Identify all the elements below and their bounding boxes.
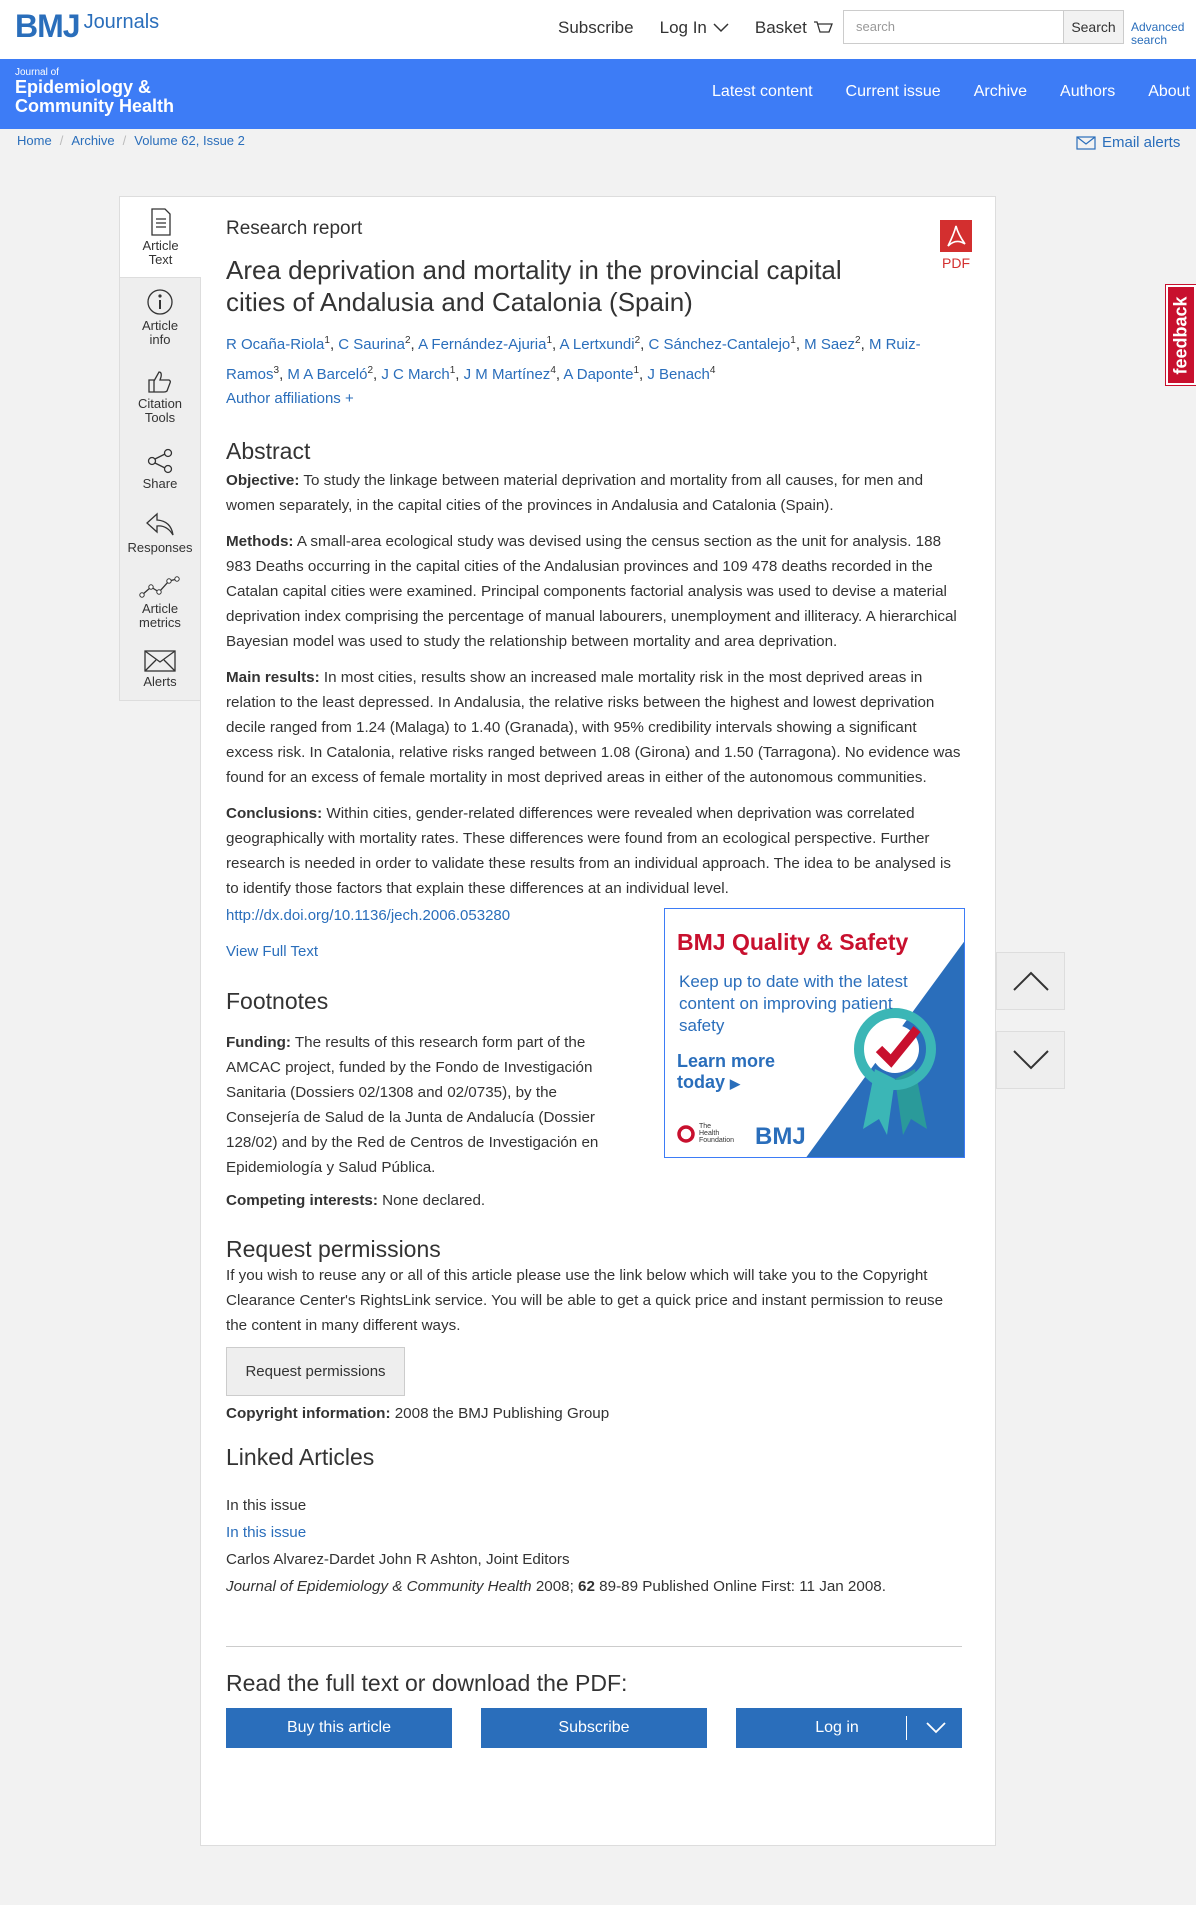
tab-label: Responses <box>127 539 193 555</box>
ad-title: BMJ Quality & Safety <box>677 929 909 955</box>
scroll-down-button[interactable] <box>996 1031 1065 1089</box>
search-input[interactable]: search <box>843 10 1064 44</box>
author-separator: , <box>455 366 464 383</box>
article-type: Research report <box>226 218 363 239</box>
abstract-results <box>226 665 962 790</box>
login-button-label: Log in <box>815 1719 859 1736</box>
results-label: Main results: <box>226 669 320 686</box>
journal-header <box>0 59 1196 129</box>
nav-latest-content[interactable]: Latest content <box>712 83 813 100</box>
basket-link[interactable] <box>755 18 833 38</box>
abstract-heading: Abstract <box>226 438 311 464</box>
tab-label: Text <box>148 251 173 267</box>
author-affiliation-number: 1 <box>790 335 796 346</box>
health-foundation-logo <box>677 1123 734 1144</box>
funding-label: Funding: <box>226 1034 291 1051</box>
login-label: Log In <box>659 18 707 37</box>
nav-authors[interactable]: Authors <box>1060 83 1116 100</box>
methods-label: Methods: <box>226 533 294 550</box>
author-separator: , <box>329 336 339 353</box>
copyright-label: Copyright information: <box>226 1405 391 1422</box>
author-link[interactable]: A Fernández-Ajuria <box>418 336 547 353</box>
author-link[interactable]: C Saurina <box>338 336 405 353</box>
permissions-text: If you wish to reuse any or all of this article please use the link below which will take you to the Copyright Clearance Center's RightsLink service. You will be able to get a quick price and instant permission to reuse the content in many different ways. <box>226 1267 944 1334</box>
permissions-heading: Request permissions <box>226 1236 441 1262</box>
author-separator: , <box>639 366 648 383</box>
author-link[interactable]: J M Martínez <box>463 366 551 383</box>
linked-journal: Journal of Epidemiology & Community Health <box>226 1578 532 1595</box>
envelope-icon <box>144 650 176 672</box>
nav-about[interactable]: About <box>1148 83 1190 100</box>
article-tabs <box>119 196 200 701</box>
buy-article-button[interactable]: Buy this article <box>226 1708 452 1748</box>
tab-share[interactable] <box>120 438 200 500</box>
tab-label: Tools <box>144 409 176 425</box>
author-link[interactable]: C Sánchez-Cantalejo <box>648 336 791 353</box>
results-text: In most cities, results show an increased male mortality risk in the most deprived areas in relation to the least depressed. In Andalusia, the relative risks between the highest and lowest deprivation decile ranged from 1.24 (Malaga) to 1.40 (Granada), with 95% credibility intervals showing a significant excess risk. In Catalonia, relative risks ranged between 1.08 (Girona) and 1.50 (Tarragona). No evidence was found for an excess of female mortality in most deprived areas in either of the autonomous communities. <box>226 669 961 786</box>
ad-bmj-logo: BMJ <box>755 1123 806 1150</box>
advanced-search-line1: Advanced <box>1131 20 1185 34</box>
email-alerts-label: Email alerts <box>1102 134 1181 151</box>
subscribe-button[interactable]: Subscribe <box>481 1708 707 1748</box>
conclusions-text: Within cities, gender-related differences were revealed when deprivation was correlated geographically with mortality rates. These differences were found from an ecological perspective. Further research is needed in order to validate these results from an individual approach. The idea to be analysed is to identify those factors that explain these differences at an individual level. <box>226 805 951 897</box>
journal-logo[interactable] <box>15 67 174 116</box>
logo-bmj: BMJ <box>15 8 80 44</box>
objective-text: To study the linkage between material deprivation and mortality from all causes, for men and women separately, in the capital cities of the provinces in Andalusia and Catalonia (Spain). <box>226 472 924 514</box>
hf-line1: The <box>699 1123 712 1130</box>
document-icon <box>150 208 172 236</box>
hf-line2: Health <box>699 1130 720 1137</box>
share-icon <box>146 448 174 474</box>
author-separator: , <box>552 336 560 353</box>
author-affiliation-number: 4 <box>550 365 556 376</box>
pdf-label: PDF <box>942 255 970 271</box>
author-link[interactable]: A Daponte <box>563 366 634 383</box>
top-nav <box>558 18 859 38</box>
ad-subtitle: Keep up to date with the latest content on improving patient safety <box>679 972 908 1035</box>
competing-text: None declared. <box>377 1192 486 1209</box>
author-affiliation-number: 3 <box>273 365 280 376</box>
pdf-icon <box>940 220 972 252</box>
ad-learn-more[interactable] <box>677 1051 775 1094</box>
tab-article-metrics[interactable] <box>120 566 200 638</box>
ad-learn-today: today <box>677 1072 726 1092</box>
chevron-down-icon[interactable] <box>926 1722 946 1734</box>
tab-label: Article <box>141 600 179 616</box>
reply-icon <box>145 512 175 538</box>
breadcrumb-separator: / <box>59 133 64 148</box>
journal-of: Journal of <box>15 67 59 78</box>
tab-responses[interactable] <box>120 500 200 566</box>
author-affiliation-number: 2 <box>855 335 861 346</box>
author-separator: , <box>640 336 649 353</box>
tab-label: Alerts <box>143 673 177 689</box>
linked-articles-heading: Linked Articles <box>226 1444 375 1470</box>
journal-title-line1: Epidemiology & <box>15 77 152 97</box>
info-icon <box>146 288 174 316</box>
email-alerts-link[interactable] <box>1076 134 1196 151</box>
search-button[interactable]: Search <box>1064 10 1124 44</box>
top-bar <box>0 0 1196 59</box>
logo-journals: Journals <box>83 11 160 33</box>
chevron-down-icon <box>1012 1049 1050 1071</box>
conclusions-label: Conclusions: <box>226 805 323 822</box>
objective-label: Objective: <box>226 472 300 489</box>
doi-link[interactable]: http://dx.doi.org/10.1136/jech.2006.053280 <box>226 907 511 924</box>
pdf-download[interactable] <box>936 220 976 271</box>
funding-text: The results of this research form part of the AMCAC project, funded by the Fondo de Investigación Sanitaria (Dossiers 02/1308 and 02/0735), by the Consejería de Salud de la Junta de Andalucía (Dossier 128/02) and by the Red de Centros de Investigación en Epidemiología y Salud Pública. <box>226 1034 599 1176</box>
tab-article-text[interactable] <box>120 197 201 278</box>
health-foundation-text <box>699 1123 734 1144</box>
footnotes-heading: Footnotes <box>226 988 329 1014</box>
read-full-text-heading: Read the full text or download the PDF: <box>226 1670 628 1696</box>
view-full-text-link[interactable]: View Full Text <box>226 943 318 960</box>
tab-article-info[interactable] <box>120 278 200 356</box>
tab-citation-tools[interactable] <box>120 356 200 438</box>
author-affiliations-toggle[interactable]: Author affiliations + <box>226 390 354 407</box>
author-affiliation-number: 4 <box>709 365 716 376</box>
breadcrumb-issue[interactable]: Volume 62, Issue 2 <box>134 133 245 148</box>
author-separator: , <box>410 336 419 353</box>
play-arrow-icon: ▶ <box>730 1076 741 1091</box>
linked-article-authors: Carlos Alvarez-Dardet John R Ashton, Joint Editors <box>226 1551 570 1568</box>
author-link[interactable]: A Lertxundi <box>559 336 635 353</box>
divider <box>226 1646 962 1647</box>
linked-year: 2008; <box>531 1578 579 1595</box>
tab-alerts[interactable] <box>120 638 200 700</box>
competing-label: Competing interests: <box>226 1192 378 1209</box>
login-menu[interactable] <box>660 18 729 38</box>
linked-volume: 62 <box>578 1578 595 1595</box>
copyright-info <box>226 1405 609 1422</box>
competing-interests <box>226 1192 485 1209</box>
main-nav <box>679 83 1190 101</box>
envelope-icon <box>1076 136 1096 150</box>
linked-rest: 89-89 Published Online First: 11 Jan 2008. <box>594 1578 886 1595</box>
tab-label: metrics <box>139 614 181 630</box>
funding-note <box>226 1030 626 1180</box>
methods-text: A small-area ecological study was devised using the census section as the unit for analysis. 188 983 Deaths occurring in the capital cities of the Andalusian provinces and 109 478 deaths recorded in the Catalan capital cities were examined. Principal components factorial analysis was used to devise a material deprivation index comprising the percentage of manual labourers, unemployment and illiteracy. A hierarchical Bayesian model was used to study the relationship between mortality and area deprivation. <box>226 533 957 650</box>
author-link[interactable]: J C March <box>381 366 450 383</box>
abstract-methods <box>226 529 962 654</box>
breadcrumb-separator: / <box>122 133 127 148</box>
author-separator: , <box>795 336 805 353</box>
breadcrumb-home[interactable]: Home <box>17 133 52 148</box>
health-foundation-icon <box>677 1125 695 1143</box>
request-permissions-button[interactable]: Request permissions <box>226 1347 405 1396</box>
author-link[interactable]: M Saez <box>804 336 856 353</box>
login-button-divider <box>906 1716 907 1740</box>
basket-icon <box>813 20 833 36</box>
bmj-journals-logo[interactable] <box>15 8 159 45</box>
author-affiliation-number: 2 <box>404 335 411 346</box>
author-affiliation-number: 2 <box>634 335 641 346</box>
subscribe-link[interactable]: Subscribe <box>558 18 634 37</box>
chevron-down-icon <box>713 23 729 33</box>
ad-learn-line2 <box>677 1072 775 1094</box>
author-separator: , <box>279 366 288 383</box>
tab-label: Article <box>141 317 179 333</box>
tab-label: Share <box>142 475 178 491</box>
author-affiliation-number: 1 <box>449 365 456 376</box>
feedback-label: feedback <box>1170 295 1191 375</box>
author-separator: , <box>860 336 869 353</box>
ad-learn-line1: Learn more <box>677 1051 776 1071</box>
thumbs-up-icon <box>147 370 173 394</box>
tab-label: info <box>149 331 171 347</box>
advanced-search-link[interactable] <box>1131 21 1184 47</box>
chevron-up-icon <box>1012 970 1050 992</box>
author-link[interactable]: R Ocaña-Riola <box>226 336 325 353</box>
author-affiliation-number: 2 <box>367 365 374 376</box>
metrics-icon <box>139 575 181 599</box>
login-button[interactable] <box>736 1708 962 1748</box>
journal-title-line2: Community Health <box>15 96 175 116</box>
author-link[interactable]: M Ruiz-Ramos <box>226 336 921 383</box>
bmj-quality-safety-ad[interactable] <box>664 908 965 1158</box>
author-affiliation-number: 1 <box>324 335 330 346</box>
author-separator: , <box>555 366 564 383</box>
nav-archive[interactable]: Archive <box>973 83 1028 100</box>
nav-current-issue[interactable]: Current issue <box>845 83 941 100</box>
author-link[interactable]: M A Barceló <box>287 366 368 383</box>
breadcrumb-archive[interactable]: Archive <box>71 133 115 148</box>
scroll-up-button[interactable] <box>996 952 1065 1010</box>
abstract-objective <box>226 468 962 518</box>
author-separator: , <box>373 366 382 383</box>
author-affiliation-number: 1 <box>546 335 553 346</box>
feedback-tab[interactable] <box>1166 285 1196 385</box>
copyright-text: 2008 the BMJ Publishing Group <box>390 1405 610 1422</box>
linked-article-citation <box>226 1578 886 1595</box>
author-list <box>226 328 962 388</box>
article-title: Area deprivation and mortality in the provincial capital cities of Andalusia and Catalonia (Spain) <box>226 255 842 317</box>
author-affiliation-number: 1 <box>633 365 640 376</box>
basket-label: Basket <box>754 18 807 37</box>
breadcrumb <box>17 133 245 148</box>
tab-label: Citation <box>137 395 183 411</box>
linked-in-issue-label: In this issue <box>226 1497 307 1514</box>
linked-article-link[interactable]: In this issue <box>226 1524 307 1541</box>
abstract-conclusions <box>226 801 962 901</box>
hf-line3: Foundation <box>699 1137 735 1144</box>
author-link[interactable]: J Benach <box>647 366 710 383</box>
advanced-search-line2: search <box>1131 33 1168 47</box>
tab-label: Article <box>142 237 179 253</box>
